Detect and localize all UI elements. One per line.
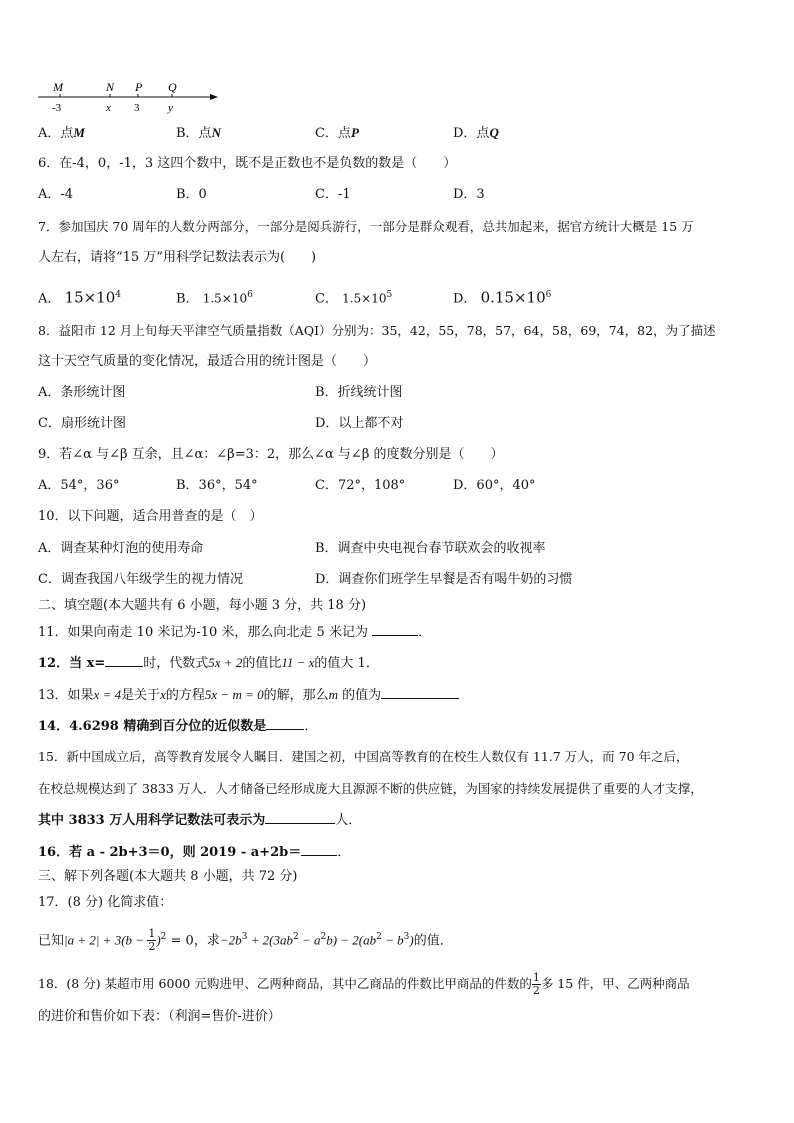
section-3-heading: 三、解下列各题(本大题共 8 小题，共 72 分) [38,869,298,884]
q13-var-m: m [328,687,339,702]
q15-line2: 在校总规模达到了 3833 万人．人才储备已经形成庞大且源源不断的供应链，为国家的持续发展提供了重要的人才支撑， [38,781,703,796]
q7-option-a-exp: 4 [115,290,122,300]
number-line-arrow [210,94,218,100]
q6-stem: 6．在-4，0，-1，3 这四个数中，既不是正数也不是负数的数是（ ） [38,156,457,171]
q8-stem-line1: 8．益阳市 12 月上旬每天平津空气质量指数（AQI）分别为：35，42，55，78，57，64，58，69，74，82，为了描述 [38,323,716,338]
q9-option-b: B．36°，54° [176,478,258,493]
q17-expr-exp-4: 2 [376,932,382,942]
q9-option-d: D．60°，40° [453,478,536,493]
q5-option-b-label: B．点 [176,126,212,141]
q5-option-d [453,124,499,143]
q5-option-b [176,124,221,143]
q18-suffix: 多 15 件，甲、乙两种商品 [540,976,690,991]
point-label-q: Q [168,80,177,94]
q6-option-d: D．3 [453,187,485,202]
q13-equation: 5x − m = 0 [204,687,264,702]
q5-option-a-label: A．点 [38,126,74,141]
q11-end: ． [418,625,432,640]
q6-option-a: A．-4 [38,187,74,202]
q7-option-b [176,286,253,308]
tick-label-y: y [168,102,173,114]
q12-mid: 时，代数式 [143,656,209,671]
q13-prefix: 13．如果 [38,688,94,703]
q10-stem: 10．以下问题，适合用普查的是（ ） [38,509,263,524]
q17-fraction-denominator: 2 [148,940,156,954]
q17-expr-4: b) − 2(ab [326,932,377,948]
q7-stem-line1: 7．参加国庆 70 周年的人数分两部分，一部分是阅兵游行，一部分是群众观看，总共加起来，据官方统计大概是 15 万 [38,219,694,234]
q7-option-b-exp: 6 [247,290,253,300]
q5-option-d-label: D．点 [453,126,490,141]
q12-expression-2: 11 − x [281,655,315,670]
q15-answer-blank[interactable] [265,811,335,824]
number-line-figure [34,78,224,114]
q12-prefix: 12．当 x= [38,656,106,671]
q9-option-c: C．72°，108° [315,478,406,493]
q17-fraction [147,928,156,953]
q18-line1 [38,968,690,1000]
q17-heading: 17．(8 分) 化简求值： [38,895,173,910]
q12-expression-1: 5x + 2 [208,655,243,670]
q17-expr-exp-5: 3 [403,932,410,942]
q17-cond-close: ) [156,932,161,948]
q12-mid2: 的值比 [242,656,282,671]
q10-option-b: B．调查中央电视台春节联欢会的收视率 [315,541,546,556]
q18-line2: 的进价和售价如下表：（利润=售价-进价） [38,1009,281,1024]
q17-condition [38,922,453,952]
q17-fraction-numerator: 1 [148,927,156,941]
q15-line1: 15．新中国成立后，高等教育发展令人瞩目．建国之初，中国高等教育的在校生人数仅有 11.7 万人，而 70 年之后， [38,749,689,764]
q8-stem-line2: 这十天空气质量的变化情况，最适合用的统计图是（ ） [38,354,377,369]
q17-expr-exp-1: 3 [241,932,248,942]
tick-label-3: 3 [134,102,140,114]
q13 [38,686,459,705]
q17-expr-2: + 2(3ab [247,932,293,948]
q7-option-c [315,286,392,308]
q5-option-c-label: C．点 [315,126,351,141]
q9-option-a: A．54°，36° [38,478,120,493]
q7-option-c-base: 1.5×10 [342,291,387,306]
q8-option-b: B．折线统计图 [315,385,403,400]
q17-expr-5: − b [381,932,404,948]
q17-prefix: 已知 [38,933,65,949]
q7-option-b-label: B． [176,291,199,307]
tick-label-neg3: -3 [52,102,62,114]
q5-option-c [315,124,359,143]
q13-var-x: x [160,687,166,702]
q6-option-b: B．0 [176,187,207,202]
q13-expression-1: x = 4 [93,687,122,702]
q15-end: 人． [335,813,362,828]
q16-end: ． [337,845,351,860]
q10-option-d: D．调查你们班学生早餐是否有喝牛奶的习惯 [315,572,573,587]
q5-option-c-var: P [350,125,359,140]
q10-option-c: C．调查我国八年级学生的视力情况 [38,572,243,587]
q17-expr-exp-3: 2 [320,932,327,942]
q18-fraction [532,972,541,997]
q7-option-b-base: 1.5×10 [202,291,248,306]
q8-option-a: A．条形统计图 [38,385,126,400]
q7-option-a-label: A． [38,291,61,307]
q17-cond-part1: |a + 2| + 3(b − [64,932,148,948]
q16 [38,843,350,862]
q7-option-a [38,286,121,308]
q11 [38,623,431,642]
q18-fraction-denominator: 2 [532,984,540,997]
q15-line3 [38,811,361,830]
q13-suffix: 的值为 [342,688,382,703]
q9-stem: 9．若∠α 与∠β 互余，且∠α：∠β=3：2，那么∠α 与∠β 的度数分别是（ ） [38,447,504,462]
q5-option-b-var: N [211,125,221,140]
q12 [38,654,379,673]
q12-suffix: 的值大 1． [314,656,379,671]
tick-label-x: x [106,102,111,114]
q8-option-c: C．扇形统计图 [38,416,126,431]
q17-expr-6: ) [409,932,414,948]
q7-option-d-base: 0.15×10 [480,288,546,307]
q15-line3-text: 其中 3833 万人用科学记数法可表示为 [38,813,266,828]
q17-expr-1: −2b [219,932,242,948]
q14-end: ． [304,719,318,734]
q5-option-d-var: Q [489,125,499,140]
point-label-m: M [53,80,63,94]
point-label-n: N [106,80,115,94]
q11-text: 11．如果向南走 10 米记为-10 米，那么向北走 5 米记为 [38,625,368,640]
q10-option-a: A．调查某种灯泡的使用寿命 [38,541,204,556]
q13-answer-blank[interactable] [381,686,459,699]
q7-option-d-exp: 6 [545,290,552,300]
q7-stem-line2: 人左右，请将“15 万”用科学记数法表示为( ) [38,250,317,265]
q16-answer-blank[interactable] [301,843,337,856]
q13-mid2: 的方程 [165,688,205,703]
q16-text: 16．若 a - 2b+3＝0，则 2019 - a+2b＝ [38,845,302,860]
q18-fraction-numerator: 1 [532,971,540,984]
point-label-p: P [135,80,143,94]
section-2-heading: 二、填空题(本大题共有 6 小题，每小题 3 分，共 18 分) [38,598,367,613]
q17-cond-exp: 2 [160,932,167,942]
q7-option-a-base: 15×10 [64,288,116,307]
q5-option-a [38,124,85,143]
q18-prefix: 18．(8 分) 某超市用 6000 元购进甲、乙两种商品，其中乙商品的件数比甲商品的件数的 [38,976,532,991]
q7-option-c-exp: 5 [386,290,393,300]
q14 [38,717,317,736]
q6-option-c: C．-1 [315,187,351,202]
q17-expr-exp-2: 2 [292,932,299,942]
q8-option-d: D．以上都不对 [315,416,404,431]
q12-answer-blank[interactable] [105,654,143,667]
q13-mid3: 的解，那么 [263,688,329,703]
q14-answer-blank[interactable] [266,717,304,730]
q5-option-a-var: M [73,125,85,140]
q17-expr-3: − a [298,932,321,948]
q13-mid1: 是关于 [121,688,161,703]
q7-option-d [453,286,551,308]
q7-option-d-label: D． [453,291,477,307]
q11-answer-blank[interactable] [372,623,418,636]
q14-text: 14．4.6298 精确到百分位的近似数是 [38,719,267,734]
q17-cond-part2: = 0，求 [166,933,220,949]
q17-suffix: 的值． [413,933,453,949]
q7-option-c-label: C． [315,291,338,307]
